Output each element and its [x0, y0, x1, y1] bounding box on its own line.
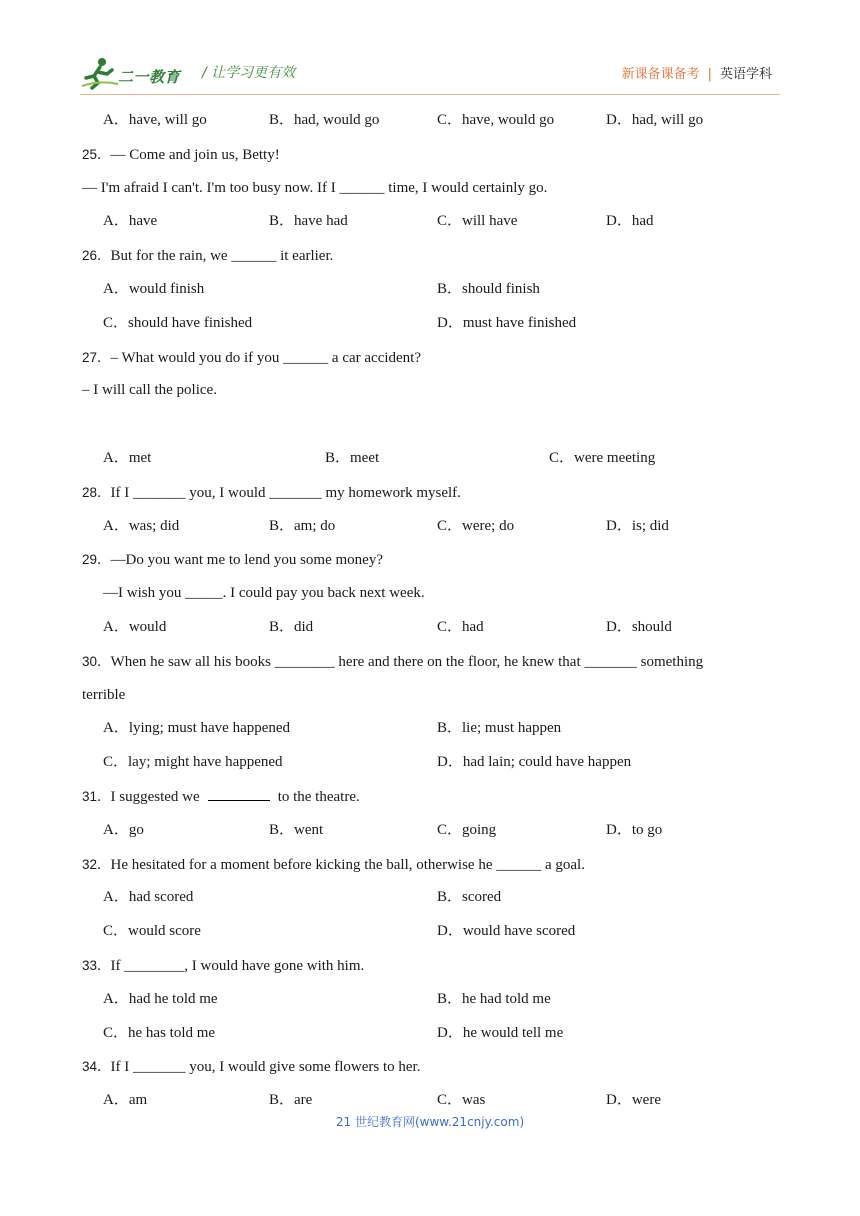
q26-option-a: A．would finish	[103, 280, 205, 297]
q26-options-row1	[82, 273, 782, 307]
q34-option-d: D．were	[606, 1092, 661, 1109]
q30-text: When he saw all his books ________ here and there on the floor, he knew that _______ something	[110, 653, 704, 670]
q31-number: 31．	[82, 788, 111, 804]
q28-number: 28．	[82, 484, 111, 500]
q31-option-b: B．went	[269, 821, 324, 838]
q29-text: —Do you want me to lend you some money?	[110, 552, 383, 569]
q27-option-a: A．met	[103, 449, 152, 466]
q33-option-a: A．had he told me	[103, 990, 218, 1007]
q33-option-d: D．he would tell me	[437, 1024, 564, 1041]
q31-option-c: C．going	[437, 821, 497, 838]
q29-option-b: B．did	[269, 618, 314, 635]
q32-option-c: C．would score	[103, 923, 201, 940]
q33-stem	[82, 949, 782, 983]
logo	[80, 56, 190, 90]
q28-option-d: D．is; did	[606, 517, 669, 534]
q31-text-after: to the theatre.	[277, 788, 360, 805]
q27-option-c: C．were meeting	[549, 449, 656, 466]
q33-option-b: B．he had told me	[437, 990, 551, 1007]
q27-text: – What would you do if you ______ a car accident?	[110, 349, 421, 366]
q31-text-before: I suggested we	[110, 788, 200, 805]
q28-stem	[82, 476, 782, 510]
q26-stem	[82, 239, 782, 273]
page-header	[80, 52, 780, 92]
q24-options	[82, 104, 782, 138]
q27-stem	[82, 341, 782, 375]
q31-option-d: D．to go	[606, 821, 663, 838]
q25-stem	[82, 138, 782, 172]
q28-options	[82, 510, 782, 544]
q32-option-b: B．scored	[437, 889, 502, 906]
q25-option-b: B．have had	[269, 213, 348, 230]
q32-text: He hesitated for a moment before kicking the ball, otherwise he ______ a goal.	[110, 856, 585, 873]
q32-option-d: D．would have scored	[437, 923, 576, 940]
q25-option-c: C．will have	[437, 213, 518, 230]
q25-text: — Come and join us, Betty!	[110, 146, 280, 163]
q27-options	[82, 442, 782, 476]
q34-option-b: B．are	[269, 1092, 313, 1109]
header-course-label: 新课备课备考	[621, 67, 700, 82]
q30-options-row2	[82, 746, 782, 780]
q30-number: 30．	[82, 653, 111, 669]
q26-option-d: D．must have finished	[437, 314, 577, 331]
q29-stem	[82, 543, 782, 577]
q30-option-b: B．lie; must happen	[437, 720, 562, 737]
q25-reply: — I'm afraid I can't. I'm too busy now. If I ______ time, I would certainly go.	[82, 179, 548, 196]
q29-option-a: A．would	[103, 618, 167, 635]
q30-stem	[82, 645, 782, 679]
q24-option-b: B．had, would go	[269, 112, 380, 128]
q28-text: If I _______ you, I would _______ my homework myself.	[110, 484, 461, 501]
q29-option-c: C．had	[437, 618, 484, 635]
q32-options-row1	[82, 881, 782, 915]
q28-option-c: C．were; do	[437, 517, 515, 534]
runner-logo-icon	[80, 56, 120, 90]
q24-option-a: A．have, will go	[103, 112, 207, 128]
q27-option-b: B．meet	[325, 449, 380, 466]
q29-number: 29．	[82, 552, 111, 568]
header-subject	[622, 63, 772, 82]
q32-number: 32．	[82, 856, 111, 872]
q25-number: 25．	[82, 146, 111, 162]
q30-stem-continued: terrible	[82, 686, 126, 703]
q33-options-row2	[82, 1017, 782, 1051]
header-divider	[80, 94, 780, 95]
q27-spacer	[82, 408, 782, 442]
q30-option-a: A．lying; must have happened	[103, 720, 291, 737]
q31-stem	[82, 780, 782, 814]
q26-options-row2	[82, 307, 782, 341]
q34-option-c: C．was	[437, 1092, 486, 1109]
q29-reply: —I wish you _____. I could pay you back next week.	[103, 585, 425, 602]
q26-text: But for the rain, we ______ it earlier.	[110, 248, 334, 265]
q26-option-c: C．should have finished	[103, 314, 253, 331]
q29-option-d: D．should	[606, 618, 672, 635]
q31-option-a: A．go	[103, 821, 144, 838]
q33-text: If ________, I would have gone with him.	[110, 957, 365, 974]
q28-option-a: A．was; did	[103, 517, 180, 534]
q34-text: If I _______ you, I would give some flowers to her.	[110, 1059, 421, 1076]
q34-option-a: A．am	[103, 1092, 148, 1109]
q31-blank	[208, 786, 270, 801]
q26-option-b: B．should finish	[437, 280, 540, 297]
q25-option-d: D．had	[606, 213, 654, 230]
q28-option-b: B．am; do	[269, 517, 336, 534]
q32-stem	[82, 848, 782, 882]
q30-options-row1	[82, 712, 782, 746]
header-separator: |	[707, 67, 712, 82]
header-subject-label: 英语学科	[719, 67, 772, 82]
logo-text: 二一教育	[118, 68, 181, 86]
q31-options	[82, 814, 782, 848]
q27-number: 27．	[82, 349, 111, 365]
q25-options	[82, 205, 782, 239]
page-footer[interactable]: 21 世纪教育网(www.21cnjy.com)	[335, 1115, 525, 1129]
q33-option-c: C．he has told me	[103, 1024, 216, 1041]
q34-number: 34．	[82, 1059, 111, 1075]
q33-number: 33．	[82, 957, 111, 973]
q29-options	[82, 611, 782, 645]
q24-option-d: D．had, will go	[606, 112, 704, 128]
q32-options-row2	[82, 915, 782, 949]
q32-option-a: A．had scored	[103, 889, 194, 906]
q33-options-row1	[82, 983, 782, 1017]
q30-option-d: D．had lain; could have happen	[437, 754, 632, 771]
q27-reply: – I will call the police.	[82, 382, 217, 399]
q25-option-a: A．have	[103, 213, 158, 230]
q30-option-c: C．lay; might have happened	[103, 754, 283, 771]
slogan: / 让学习更有效	[202, 65, 296, 81]
question-list	[82, 104, 782, 1118]
q26-number: 26．	[82, 248, 111, 264]
q24-option-c: C．have, would go	[437, 112, 555, 128]
q34-stem	[82, 1050, 782, 1084]
